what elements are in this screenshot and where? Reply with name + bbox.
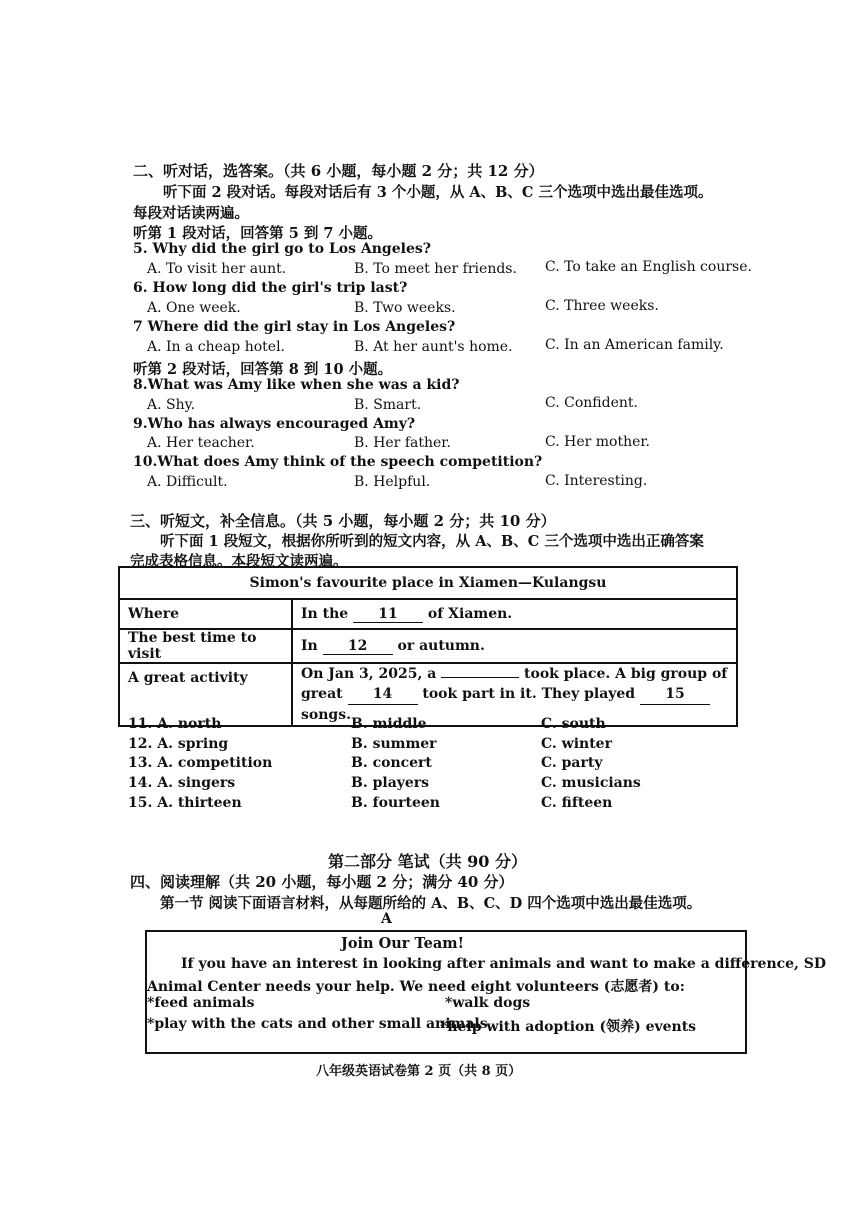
section2-heading: 二、听对话，选答案。（共 6 小题，每小题 2 分；共 12 分） [133,162,544,180]
q14-option-b: B. players [351,775,430,791]
section2-instruction: 听下面 2 段对话。每段对话后有 3 个小题，从 A、B、C 三个选项中选出最佳选项。 [163,184,713,201]
dialog2-instruction: 听第 2 段对话，回答第 8 到 10 小题。 [133,361,393,378]
question-7: 7 Where did the girl stay in Los Angeles? [133,319,456,335]
table-text: took part in it. They played [422,686,636,702]
question-9: 9.Who has always encouraged Amy? [133,416,416,432]
q9-option-b: B. Her father. [354,435,451,451]
q5-option-b: B. To meet her friends. [354,261,517,277]
passage-box [145,930,827,1054]
info-table [118,566,738,727]
section3-instruction: 听下面 1 段短文，根据你所听到的短文内容，从 A、B、C 三个选项中选出正确答案 [160,533,704,550]
blank-15: 15 [640,684,710,705]
q9-option-c: C. Her mother. [545,434,650,450]
q10-option-a: A. Difficult. [147,474,228,490]
section4-heading: 四、阅读理解（共 20 小题，每小题 2 分；满分 40 分） [130,873,514,891]
q6-option-a: A. One week. [147,300,241,316]
section3-heading: 三、听短文，补全信息。（共 5 小题，每小题 2 分；共 10 分） [130,512,556,530]
q6-option-c: C. Three weeks. [545,298,659,314]
q6-option-b: B. Two weeks. [354,300,456,316]
blank-11: 11 [353,606,423,623]
table-label-where: Where [119,599,292,629]
question-8: 8.What was Amy like when she was a kid? [133,377,460,393]
q15-option-b: B. fourteen [351,795,440,811]
q7-option-b: B. At her aunt's home. [354,339,513,355]
q13-option-a: 13. A. competition [128,755,273,771]
table-cell-where [292,599,737,629]
q8-option-b: B. Smart. [354,397,422,413]
q13-option-b: B. concert [351,755,432,771]
q5-option-a: A. To visit her aunt. [147,261,287,277]
question-10: 10.What does Amy think of the speech competition? [133,454,543,470]
table-text: In the [301,605,349,622]
blank-13 [441,677,519,678]
table-text: took place. A big group of great [301,666,728,702]
table-text: On Jan 3, 2025, a [301,666,437,682]
question-5: 5. Why did the girl go to Los Angeles? [133,241,431,257]
table-label-best-time: The best time to visit [119,629,292,663]
page-footer: 八年级英语试卷第 2 页（共 8 页） [316,1064,522,1079]
q12-option-a: 12. A. spring [128,736,229,752]
blank-12: 12 [323,638,393,655]
table-text: In [301,637,318,654]
q7-option-c: C. In an American family. [545,337,724,353]
table-cell-best-time [292,629,737,663]
q8-option-c: C. Confident. [545,395,638,411]
q12-option-c: C. winter [541,736,612,752]
q14-option-c: C. musicians [541,775,641,791]
q7-option-a: A. In a cheap hotel. [147,339,285,355]
table-text: songs. [301,707,351,723]
question-6: 6. How long did the girl's trip last? [133,280,408,296]
passage-label: A [381,911,392,927]
q10-option-c: C. Interesting. [545,473,648,489]
q11-option-c: C. south [541,716,606,732]
section2-instruction-2: 每段对话读两遍。 [133,205,249,222]
part2-heading: 第二部分 笔试（共 90 分） [328,852,527,871]
q11-option-a: 11. A. north [128,716,222,732]
passage-item: *feed animals [147,995,255,1011]
blank-14: 14 [348,684,418,705]
q15-option-c: C. fifteen [541,795,613,811]
passage-line-1: If you have an interest in looking after animals and want to make a difference, SD [181,956,827,972]
q10-option-b: B. Helpful. [354,474,431,490]
q11-option-b: B. middle [351,716,427,732]
passage-item: *walk dogs [445,995,531,1011]
table-label-activity: A great activity [119,663,292,726]
table-text: of Xiamen. [427,605,513,622]
passage-line-2: Animal Center needs your help. We need eight volunteers (志愿者) to: [147,979,685,995]
table-text: or autumn. [397,637,485,654]
q15-option-a: 15. A. thirteen [128,795,242,811]
passage-title: Join Our Team! [341,935,464,952]
q14-option-a: 14. A. singers [128,775,236,791]
subsection-instruction: 第一节 阅读下面语言材料，从每题所给的 A、B、C、D 四个选项中选出最佳选项。 [160,895,702,912]
section3-instruction-2: 完成表格信息。本段短文读两遍。 [130,553,348,570]
q13-option-c: C. party [541,755,603,771]
passage-item: *play with the cats and other small animals [147,1016,488,1032]
q12-option-b: B. summer [351,736,437,752]
table-title: Simon's favourite place in Xiamen—Kulangsu [119,567,737,599]
dialog1-instruction: 听第 1 段对话，回答第 5 到 7 小题。 [133,225,383,242]
q8-option-a: A. Shy. [147,397,196,413]
q9-option-a: A. Her teacher. [147,435,255,451]
passage-item: *help with adoption (领养) events [440,1019,697,1035]
q5-option-c: C. To take an English course. [545,259,752,275]
